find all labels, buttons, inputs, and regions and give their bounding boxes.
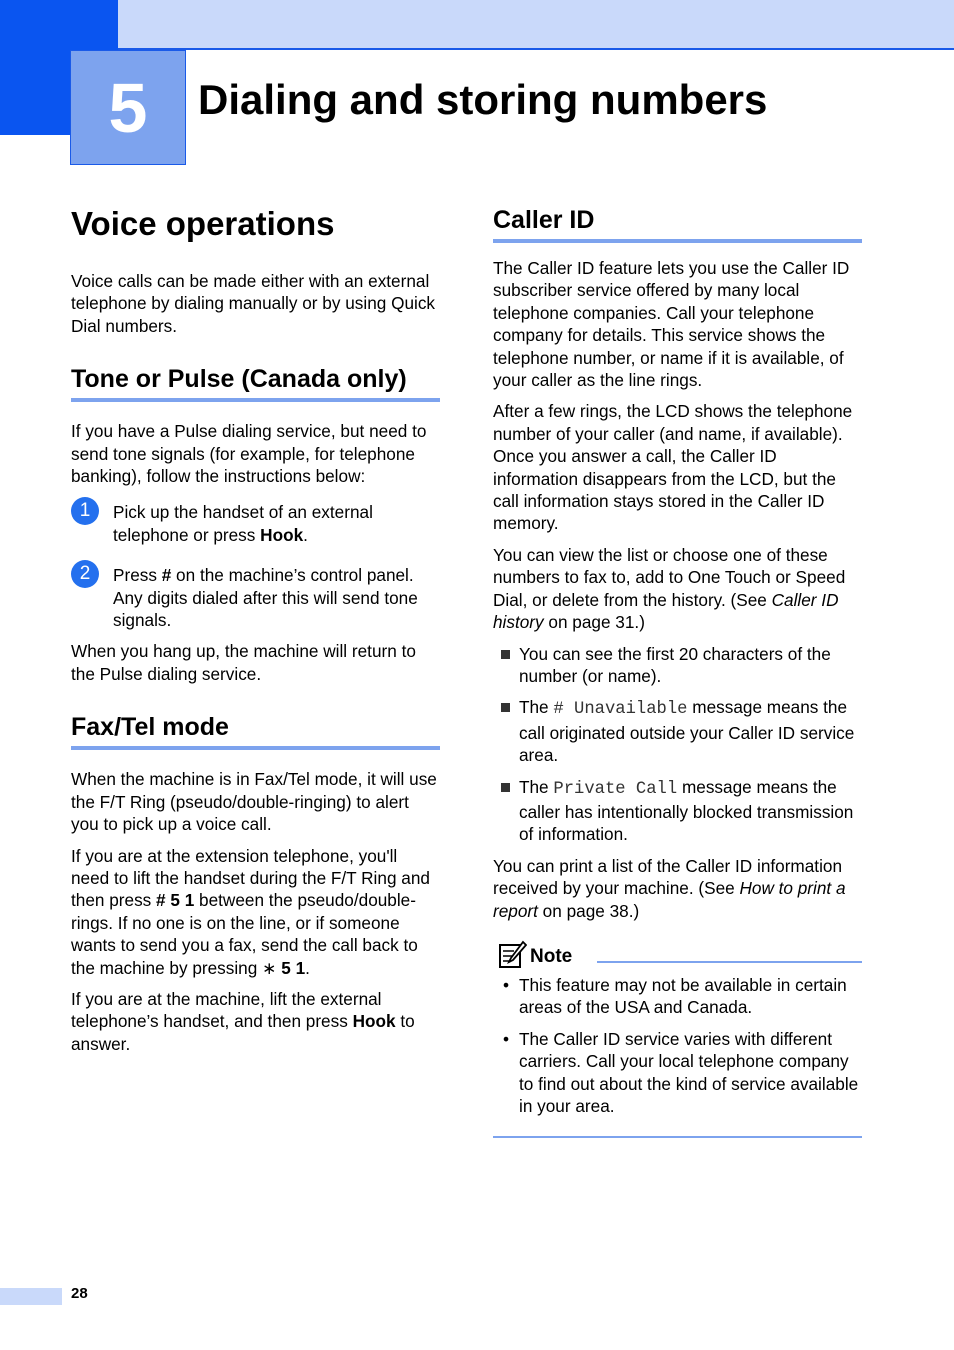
bullet-item-2: The # Unavailable message means the call originated outside your Caller ID service area. — [493, 696, 862, 766]
square-bullet-icon — [501, 703, 510, 712]
square-bullet-icon — [501, 650, 510, 659]
footer-band — [0, 1288, 62, 1305]
note-header — [493, 940, 862, 974]
note-item-2: • The Caller ID service varies with different carriers. Call your local telephone company to find out about the kind of service available in your area. — [503, 1028, 859, 1116]
hang-up-paragraph: When you hang up, the machine will return to the Pulse dialing service. — [71, 641, 416, 684]
step-number-icon: 2 — [71, 560, 99, 588]
callerid-paragraph-1: The Caller ID feature lets you use the Caller ID subscriber service offered by many local telephone companies. Call your telephone company for details. This service shows the telephone number, or name if it is available, of your caller as the line rings. — [493, 258, 850, 391]
tone-paragraph: If you have a Pulse dialing service, but need to send tone signals (for example, for telephone banking), follow the instructions below: — [71, 421, 427, 487]
section-title-voice-operations: Voice operations — [71, 205, 335, 242]
bullet-item-3: The Private Call message means the caller has intentionally blocked transmission of information. — [493, 776, 862, 846]
chapter-number: 5 — [70, 50, 186, 165]
heading-caller-id: Caller ID — [493, 204, 862, 243]
step-1: 1 Pick up the handset of an external telephone or press Hook. — [71, 501, 440, 546]
note-label: Note — [530, 945, 573, 967]
heading-fax-tel-mode: Fax/Tel mode — [71, 711, 440, 750]
square-bullet-icon — [501, 783, 510, 792]
faxtel-paragraph-2: If you are at the extension telephone, you'll need to lift the handset during the F/T Ring and then press # 5 1 between the pseudo/double-rings. If no one is on the line, or if someone wants to send you a fax, send the call back to the machine by pressing ∗ 5 1. — [71, 845, 430, 978]
callerid-paragraph-4: You can print a list of the Caller ID information received by your machine. (See How to print a report on page 38.) — [493, 855, 846, 921]
bullet-item-1: You can see the first 20 characters of the number (or name). — [493, 643, 862, 688]
page-number: 28 — [71, 1285, 88, 1302]
faxtel-paragraph-1: When the machine is in Fax/Tel mode, it will use the F/T Ring (pseudo/double-ringing) to alert you to pick up a voice call. — [71, 769, 437, 835]
note-pencil-icon — [497, 940, 527, 975]
callerid-paragraph-3: You can view the list or choose one of these numbers to fax to, add to One Touch or Speed Dial, or delete from the history. (See Caller ID history on page 31.) — [493, 544, 846, 633]
header-band — [118, 0, 954, 50]
step-2: 2 Press # on the machine’s control panel. Any digits dialed after this will send tone signals. — [71, 564, 440, 631]
note-box — [493, 940, 862, 1138]
note-rule — [597, 961, 862, 963]
note-item-1: • This feature may not be available in certain areas of the USA and Canada. — [503, 974, 847, 1018]
right-column — [493, 204, 862, 1138]
callerid-paragraph-2: After a few rings, the LCD shows the telephone number of your caller (and name, if available). Once you answer a call, the Caller ID information disappears from the LCD, but the call information stays stored in the Caller ID memory. — [493, 401, 853, 534]
faxtel-paragraph-3: If you are at the machine, lift the external telephone’s handset, and then press Hook to answer. — [71, 988, 415, 1054]
left-column — [71, 204, 440, 1064]
chapter-title: Dialing and storing numbers — [198, 76, 768, 123]
step-number-icon: 1 — [71, 497, 99, 525]
intro-paragraph: Voice calls can be made either with an external telephone by dialing manually or by using Quick Dial numbers. — [71, 271, 436, 336]
heading-tone-or-pulse: Tone or Pulse (Canada only) — [71, 363, 440, 402]
